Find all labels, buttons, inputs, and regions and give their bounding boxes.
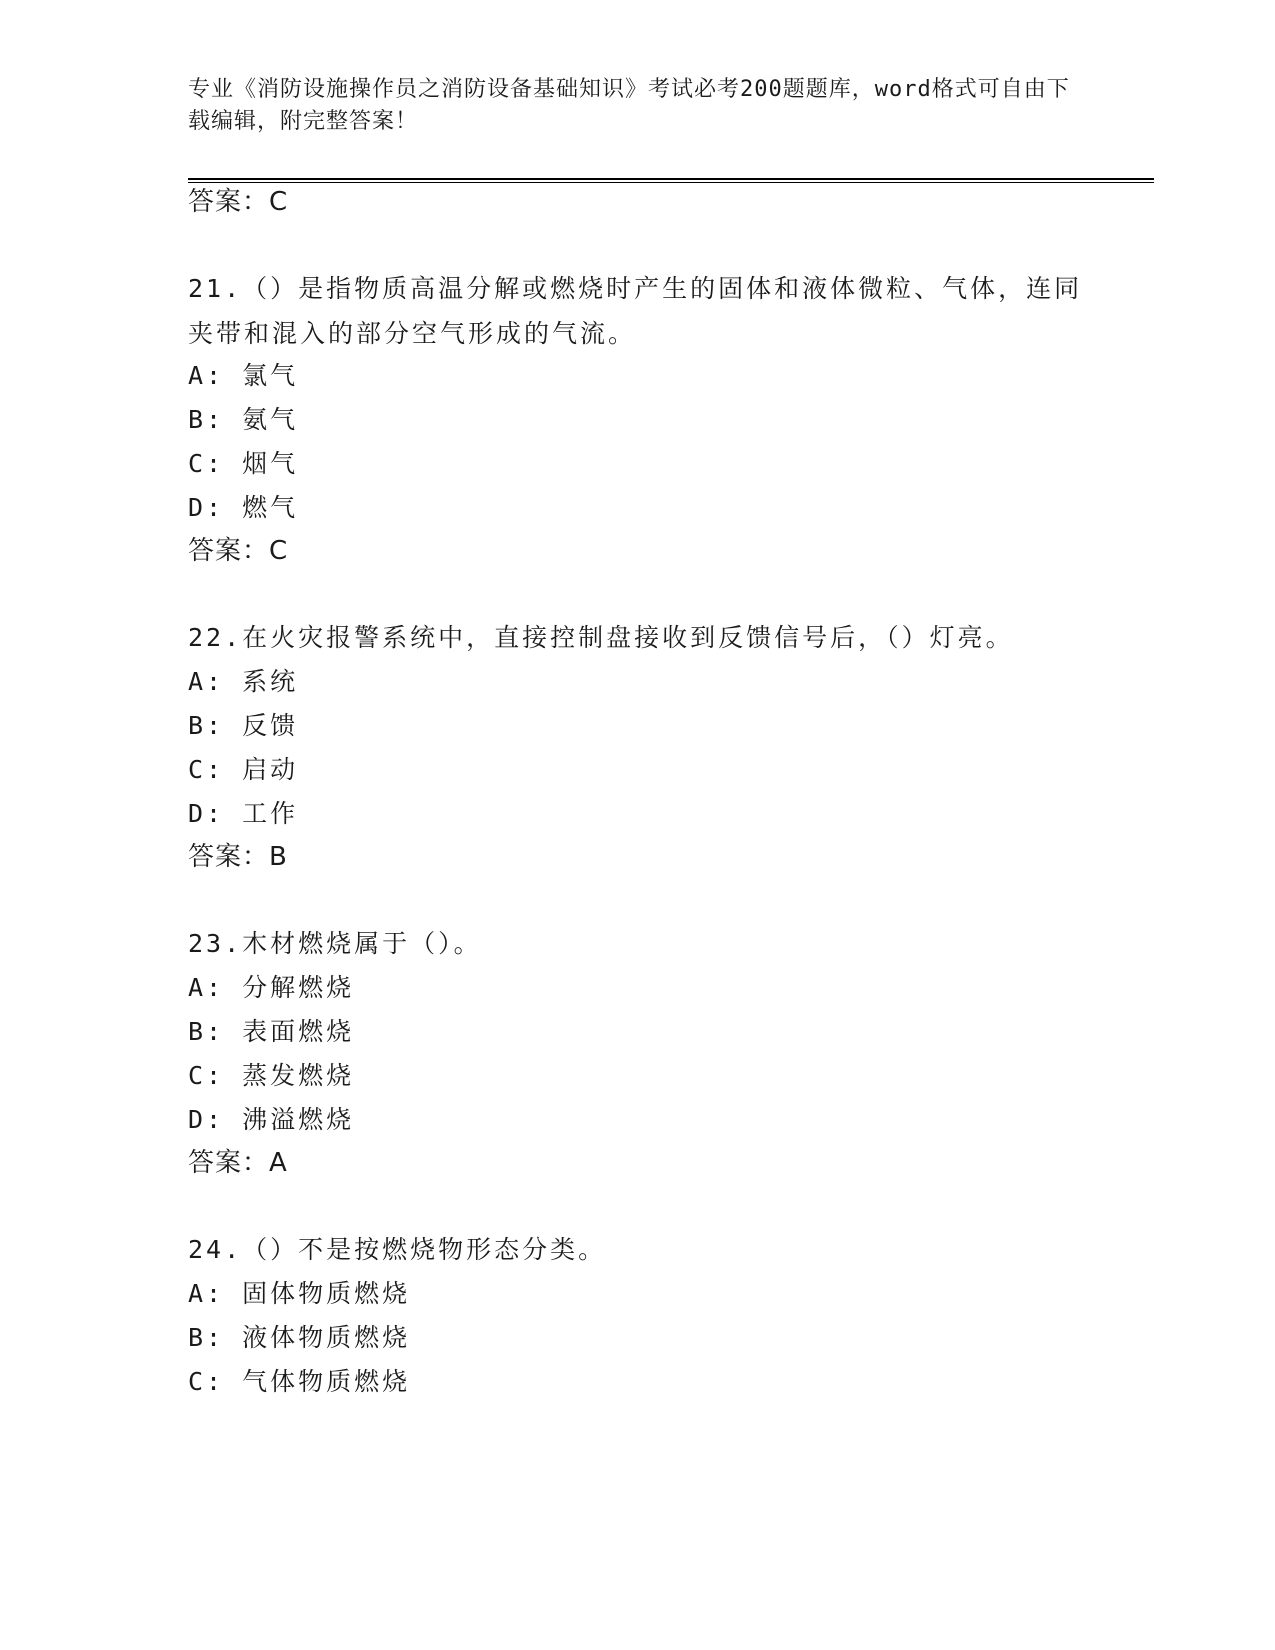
question-22-option-a: A: 系统 — [188, 667, 299, 696]
question-21-option-d: D: 燃气 — [188, 493, 299, 522]
question-22-option-b: B: 反馈 — [188, 711, 299, 740]
question-22-answer: 答案：B — [188, 842, 288, 872]
question-24-stem: 24.（）不是按燃烧物形态分类。 — [188, 1235, 607, 1264]
question-21-answer: 答案：C — [188, 536, 289, 566]
question-21-stem: 21.（）是指物质高温分解或燃烧时产生的固体和液体微粒、气体，连同夹带和混入的部分空气形成的气流。 — [188, 274, 1083, 348]
header-divider — [188, 178, 1154, 183]
question-23-option-d: D: 沸溢燃烧 — [188, 1105, 355, 1134]
question-23-answer: 答案：A — [188, 1148, 288, 1178]
question-23-stem: 23.木材燃烧属于（）。 — [188, 929, 482, 958]
question-21-option-a: A: 氯气 — [188, 361, 299, 390]
question-23-option-b: B: 表面燃烧 — [188, 1017, 355, 1046]
question-24-option-c: C: 气体物质燃烧 — [188, 1367, 411, 1396]
question-21-option-b: B: 氨气 — [188, 405, 299, 434]
question-23-option-a: A: 分解燃烧 — [188, 973, 355, 1002]
question-22-option-c: C: 启动 — [188, 755, 299, 784]
question-22-option-d: D: 工作 — [188, 799, 299, 828]
previous-answer: 答案：C — [188, 187, 289, 217]
document-header: 专业《消防设施操作员之消防设备基础知识》考试必考200题题库，word格式可自由下载编辑，附完整答案！ — [188, 77, 1070, 134]
question-22-stem: 22.在火灾报警系统中，直接控制盘接收到反馈信号后，（）灯亮。 — [188, 623, 1014, 652]
question-21-option-c: C: 烟气 — [188, 449, 299, 478]
question-24-option-a: A: 固体物质燃烧 — [188, 1279, 411, 1308]
question-24-option-b: B: 液体物质燃烧 — [188, 1323, 411, 1352]
question-23-option-c: C: 蒸发燃烧 — [188, 1061, 355, 1090]
